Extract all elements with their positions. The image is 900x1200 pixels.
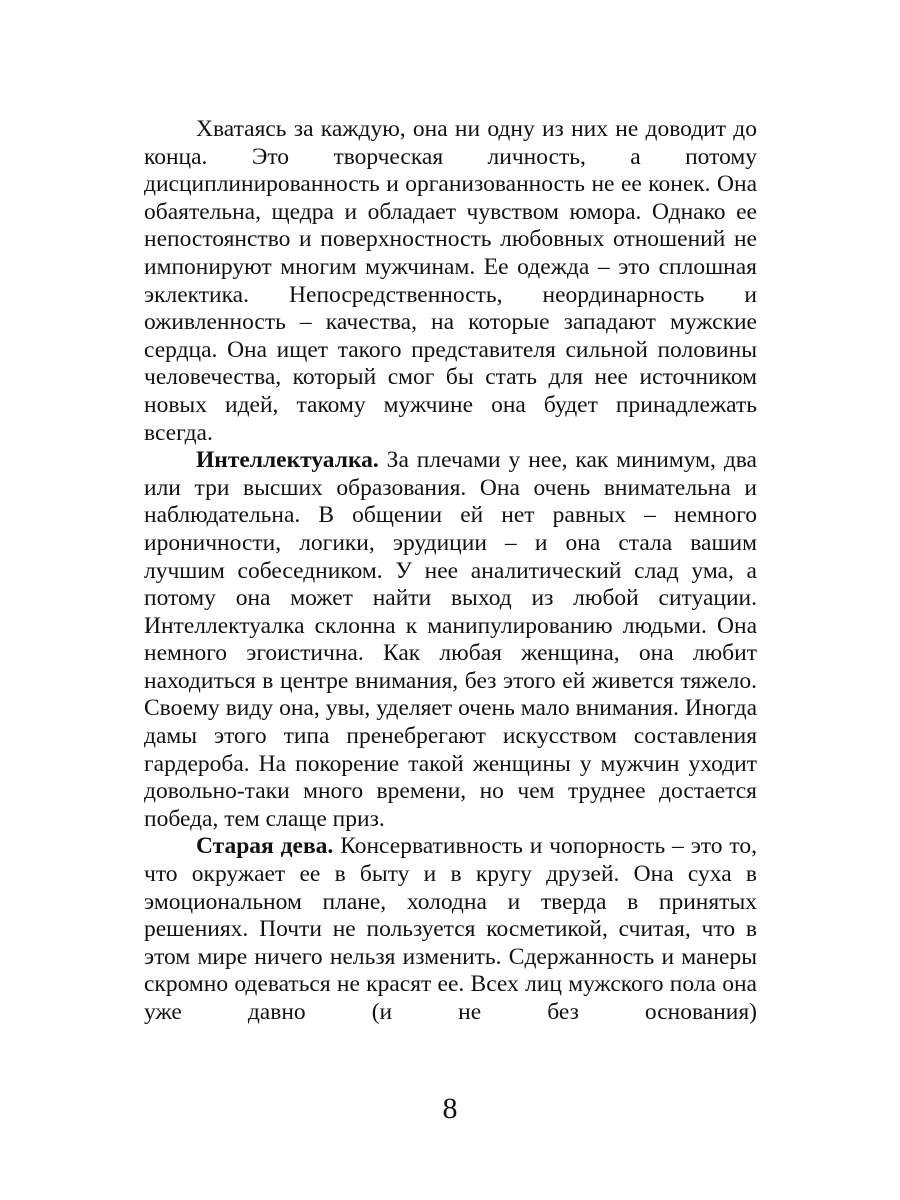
paragraph-continuation (144, 116, 757, 447)
page-number: 8 (442, 1092, 458, 1125)
paragraph-intellectual (144, 447, 757, 833)
body-text (144, 116, 757, 1027)
paragraph-text: Консервативность и чопорность – это то, что окружает ее в быту и в кругу друзей. Она суха в эмоциональном плане, холодна и тверда в принятых решениях. Почти не пользуется косметикой, считая, что в этом мире ничего нельзя изменить. Сдержанность и манеры скромно одеваться не красят ее. Всех лиц мужского пола она уже давно (и не без основания) (144, 833, 757, 1025)
paragraph-old-maid (144, 833, 757, 1026)
paragraph-heading: Старая дева. (196, 833, 334, 860)
paragraph-text: За плечами у нее, как минимум, два или три высших образования. Она очень внимательна и наблюдательна. В общении ей нет равных – немного ироничности, логики, эрудиции – и она стала вашим лучшим собеседником. У нее аналитический слад ума, а потому она может найти выход из любой ситуации. Интеллектуалка склонна к манипулированию людьми. Она немного эгоистична. Как любая женщина, она любит находиться в центре внимания, без этого ей живется тяжело. Своему виду она, увы, уделяет очень мало внимания. Иногда дамы этого типа пренебрегают искусством составления гардероба. На покорение такой женщины у мужчин уходит довольно-таки много времени, но чем труднее достается победа, тем слаще приз. (144, 447, 757, 832)
paragraph-heading: Интеллектуалка. (196, 447, 379, 474)
paragraph-text: Хватаясь за каждую, она ни одну из них не доводит до конца. Это творческая личность, а потому дисциплинированность и организованность не ее конек. Она обаятельна, щедра и обладает чувством юмора. Однако ее непостоянство и поверхностность любовных отношений не импонируют многим мужчинам. Ее одежда – это сплошная эклектика. Непосредственность, неординарность и оживленность – качества, на которые западают мужские сердца. Она ищет такого представителя сильной половины человечества, который смог бы стать для нее источником новых идей, такому мужчине она будет принадлежать всегда. (144, 116, 757, 446)
